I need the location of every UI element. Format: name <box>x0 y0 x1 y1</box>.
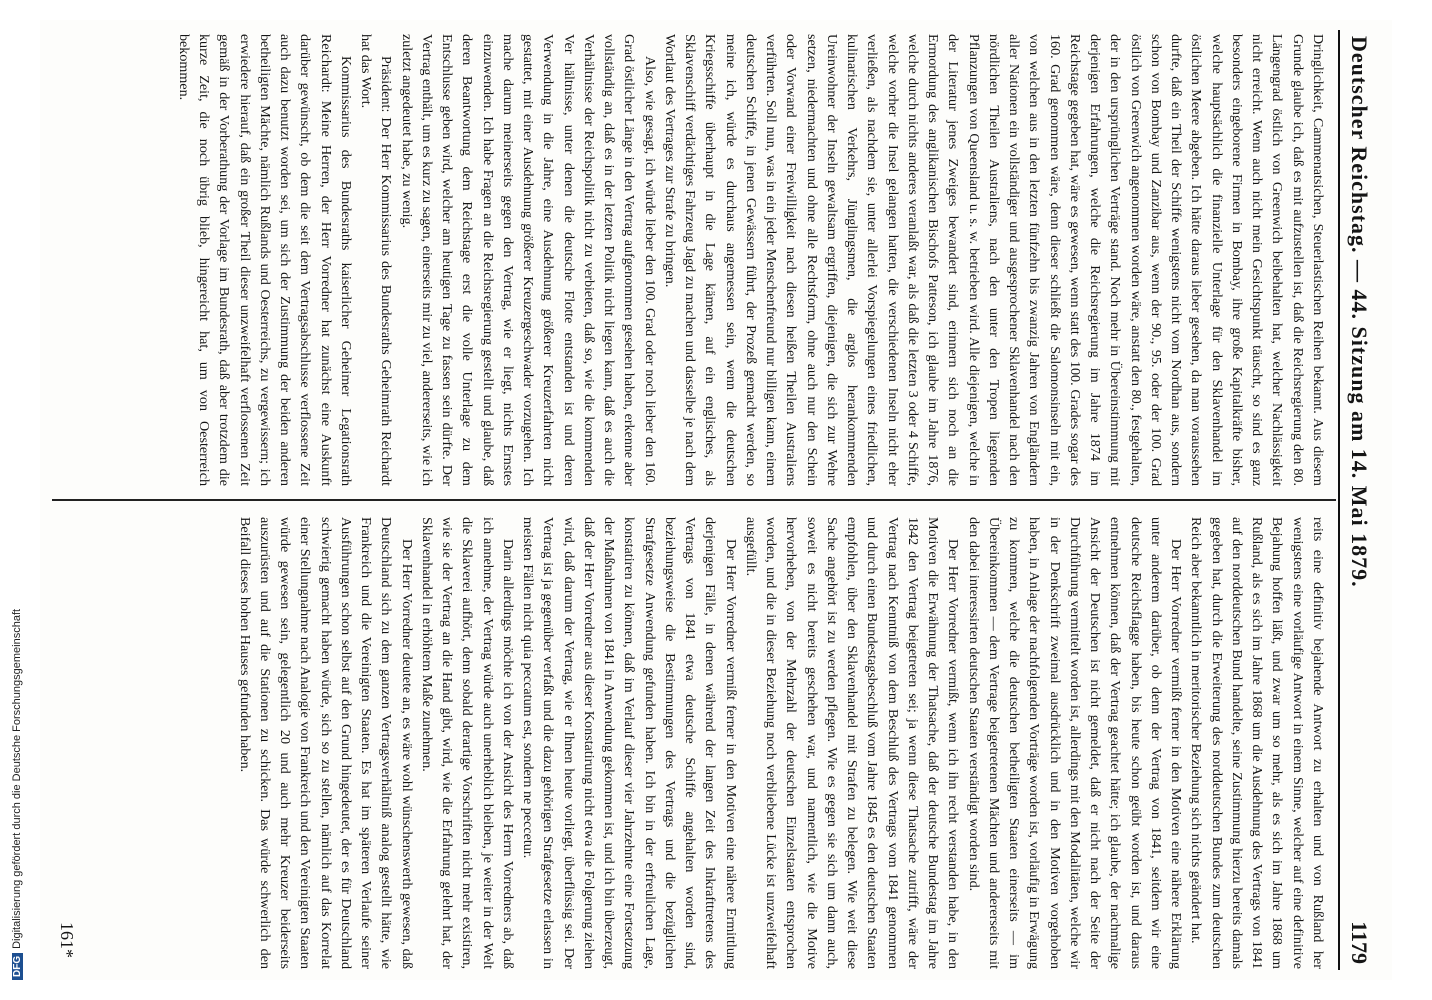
paragraph: reits eine definitiv bejahende Antwort zu erhalten und von Rußland her wenigstens eine vorläufige Antwort in einem Sinne, welcher auf eine definitive Bejahung hoffen läßt, und zwar um so mehr, als es sich im Jahre 1868 um Rußland, als es sich im Jahre 1868 um die Ausdehnung des Vertrags von 1841 auf den norddeutschen Bund handelte, seine Zustimmung hierzu bereits damals gegeben hat, durch die Erweiterung des norddeutschen Bundes zum deutschen Reich aber bekanntlich in meritorischer Beziehung sich nichts geändert hat. <box>1188 517 1326 969</box>
running-title: Deutscher Reichstag. — 44. Sitzung am 14. Mai 1879. <box>1347 36 1372 588</box>
right-column <box>235 517 1329 969</box>
paragraph: Der Herr Vorredner vermißt, wenn ich ihn recht verstanden habe, in den Motiven die Erwähnung der Thatsache, daß der deutsche Bundestag im Jahre 1842 den Vertrag beigetreten sei; ja wenn diese Thatsache zutrifft, wäre der Vertrag nach Kenntniß von dem Beschluß des Vertrags vom 1841 genommen und durch einen Bundestagsbeschluß vom Jahre 1845 es den deutschen Staaten empfohlen, über den Sklavenhandel mit Strafen zu belegen. Wie weit diese Sache angehört ist zu werden pflegen. Wie es gegen sie sich um dann auch, soweit es nicht bereits geschehen war, und namentlich, wie die Motive hervorheben, von der Mehrzahl der deutschen Einzelstaaten entsprochen worden, und die in dieser Beziehung noch verbliebene Lücke ist unzweifelhaft ausgefüllt. <box>743 517 962 969</box>
paragraph: Also, wie gesagt, ich würde lieber den 100. Grad oder noch lieber den 160. Grad östlicher Länge in den Vertrag aufgenommen gesehen haben, erkenne aber vollständig an, daß es in der letzten Politik nicht liegen kann, daß es auch die Verhältnisse der Reichspolitik nicht zu verbieten, daß so, wie die kommenden Ver hältnisse, unter denen die deutsche Flotte entstanden ist und deren Verwendung in die Jahre, eine Ausdehnung größerer Kreuzerfahrten nicht gestattet, mit einer Ausdehnung größerer Kreuzergeschwader vorzugehen. Ich mache darum meinerseits gegen den Vertrag, wie er liegt, nichts Ernstes einzuwenden. Ich habe Fragen an die Reichsregierung gestellt und glaube, daß deren Beantwortung dem Reichstage erst die volle Unterlage zu dem Entschlusse geben wird, welcher am heutigen Tage zu fassen sein dürfte. Der Vertrag enthält, um es kurz zu sagen, einerseits mir zu viel, andererseits, wie ich zuletzt angedeutet habe, zu wenig. <box>398 34 658 487</box>
digitization-credit-bar <box>0 0 22 1000</box>
paragraph: Der Herr Vorredner vermißt ferner in den Motiven eine nähere Erklärung unter anderem darüber, ob denn der Vertrag von 1841, seitdem wir eine deutsche Reichsflagge haben, bis heute schon geübt worden ist, und daraus entnehmen können, daß der Vertrag geachtet hätte; ich glaube, der nachmalige Ansicht der Deutschen ist nicht gemeldet, daß er nicht nach der Seite der Durchführung vermittelt worden ist, allerdings mit den Modalitäten, welche wir in der Denkschrift zweimal ausdrücklich und in den Motiven vorgehoben haben, in Anlage der nachfolgenden Vorträge worden ist, vorläufig in Erwägung zu kommen, welche die deutschen betheiligten Staaten einerseits — im Übereinkommen — dem Vertrage beigetretenen Mächten und andererseits mit den dabei interessirten deutschen Staaten verständigt worden sind. <box>965 517 1185 969</box>
credit-text: Digitalisierung gefördert durch die Deutsche Forschungsgemeinschaft <box>11 608 23 949</box>
sheet-signature: 161* <box>57 922 77 958</box>
left-column <box>174 34 1328 486</box>
paragraph: Darin allerdings möchte ich von der Ansicht des Herrn Vorredners ab, daß ich annehme, der Vertrag würde auch unerheblich bleiben, je weiter in der Welt die Sklaverei aufhört, denn sobald derartige Vorschriften nicht mehr existiren, wie sie der Vertrag an die Hand gibt, wird, wie die Erfahrung gelehrt hat, der Sklavenhandel in erhöhtem Maße zunehmen. <box>419 517 516 969</box>
page-number: 1179 <box>1347 921 1372 964</box>
page-header <box>1338 30 1382 970</box>
dfg-logo-icon: DFG <box>12 953 23 980</box>
scanned-page <box>40 20 1392 980</box>
paragraph: Der Herr Vorredner deutete an, es wäre wohl wünschenswerth gewesen, daß Deutschland sich zu dem ganzen Vertragsverhältniß analog gestellt hätte, wie Frankreich und die Vereinigten Staaten. Es hat im späteren Verlaufe seiner Ausführungen schon selbst auf den Grund hingedeutet, der es für Deutschland schwierig gemacht haben würde, sich so zu stellen, nämlich auf das Korrelat einer Stellungnahme nach Analogie von Frankreich und den Vereinigten Staaten würde gewesen sein, gelegentlich 20 und auch mehr Kreuzer beiderseits auszurüsten und auf die Stationen zu schicken. Das würde schwerlich den Beifall dieses hohen Hauses gefunden haben. <box>236 517 415 969</box>
digitization-credit <box>11 380 23 980</box>
paragraph: Kommissarius des Bundesraths kaiserlicher Geheimer Legationsrath Reichardt: Meine Herren, der Herr Vorredner hat zunächst eine Auskunft darüber gewünscht, ob dem die seit dem Vertragsabschlusse verflossene Zeit auch dazu benutzt worden sei, um sich der Zustimmung der beiden anderen betheiligten Mächte, nämlich Rußlands und Oesterreichs, zu vergewissern; ich erwiedere hierauf, daß ein großer Theil dieser unzweifelhaft verflossenen Zeit gemäß in der Vorberathung der Vorlage im Bundesrath, daß aber trotzdem die kurze Zeit, die noch übrig blieb, hingereicht hat, um von Oesterreich bekommen. <box>176 34 354 486</box>
paragraph: Dringlichkeit, Cammenatsichen, Steuerlastischen Reihen bekannt. Aus diesem Grunde glaube ich, daß es mit aufzustellen ist, daß die Reichsregierung den 80. Längengrad östlich von Greenwich beibehalten hat, welcher Nachlässigkeit nicht erreicht. Wenn auch nicht mein Gesichtspunkt täuscht, so sind es ganz besonders eingeborene Firmen in Bombay, ihre große Kapitalkräfte bisher, welche hauptsächlich die finanzielle Unterlage für den Sklavenhandel im östlichen Meere abgeben. Ich hätte daraus lieber gesehen, da man voraussehen durfte, daß ein Theil der Schiffe wenigstens nicht vom Nordhan aus, sondern schon von Bombay und Zanzibar aus, wenn der 90., 95. oder der 100. Grad östlich von Greenwich angenommen worden wäre, anstatt den 80., festgehalten, der in den ursprünglichen Verträge stand. Noch mehr in Übereinstimmung mit derjenigen Erfahrungen, welche die Reichsregierung im Jahre 1874 im Reichstage gegeben hat, wäre es gewesen, wenn statt des 100. Grades sogar des 160. Grad genommen wäre, denn dieser schließt die Salomonsinseln mit ein, von welchen aus in den letzten fünfzehn bis zwanzig Jahren von Engländern aller Nationen ein vollständiger und ausgesprochener Sklavenhandel nach den nördlichen Theilen Australiens, nach den unter den Tropen liegenden Pflanzungen von Queensland u. s. w. betrieben wird. Alle diejenigen, welche in der Literatur jenes Zweiges bewandert sind, erinnern sich noch an die Ermordung des anglikanischen Bischofs Patteson, ich glaube im Jahre 1876, welche durch nichts anderes veranlaßt war, als daß die letzten 3 oder 4 Schiffe, welche vorher die Insel gelangen hatten, die verschiedenen Inseln nicht eher verließen, als nachdem sie, unter allerlei Vorspiegelungen eines friedlichen, kulinarischen Verkehrs, Jünglingsmen, die arglos herankommenden Ureinwohner der Inseln gewaltsam ergriffen, diejenigen, die sich zur Wehre setzen, niedermachten und ohne alle Rechtsform, ohne auch nur den Schein oder Vorwand einer Freiwilligkeit nach diesen heißen Theilen Australiens verführten. Soll nun, was in ein jeder Menschenfreund nur billigen kann, einem deutschen Schiffe, in jenen Gewässern führt, der Prozeß gemacht werden, so meine ich, würde es durchaus angemessen sein, wenn die deutschen Kriegsschiffe überhaupt in die Lage kämen, auf ein englisches, als Sklavenschiff verdächtiges Fahrzeug Jagd zu machen und dasselbe je nach dem Wortlaut des Vertrages zur Strafe zu bringen. <box>662 34 1326 486</box>
paragraph: Der Herr Vorredner vermißt ferner in den Motiven eine nähere Ermittlung derjenigen Fälle, in denen während der langen Zeit des Inkrafttretens des Vertrags von 1841 etwa deutsche Schiffe angehalten worden sind, beziehungsweise die Bestimmungen des Vertrags und die bezüglichen Strafgesetze Anwendung gefunden haben. Ich bin in der erfreulichen Lage, konstatiren zu können, daß im Verlauf dieser vier Jahrzehnte eine Fortsetzung der Maßnahmen von 1841 in Anwendung gekommen ist, und ich bin überzeugt, daß der Herr Vorredner aus dieser Konstatirung nicht etwa die Folgerung ziehen wird, daß darum der Vertrag, wie er Ihnen heute vorliegt, überflüssig sei. Der Vertrag ist ja gegenüber verfaßt und die dazu gehörigen Strafgesetze erlassen in meisten Fällen nicht quia peccatum est, sondern ne peccetur. <box>520 517 739 969</box>
column-divider <box>52 499 1336 501</box>
paragraph: Präsident: Der Herr Kommissarius des Bundesraths Geheimrath Reichardt hat das Wort. <box>358 34 395 486</box>
